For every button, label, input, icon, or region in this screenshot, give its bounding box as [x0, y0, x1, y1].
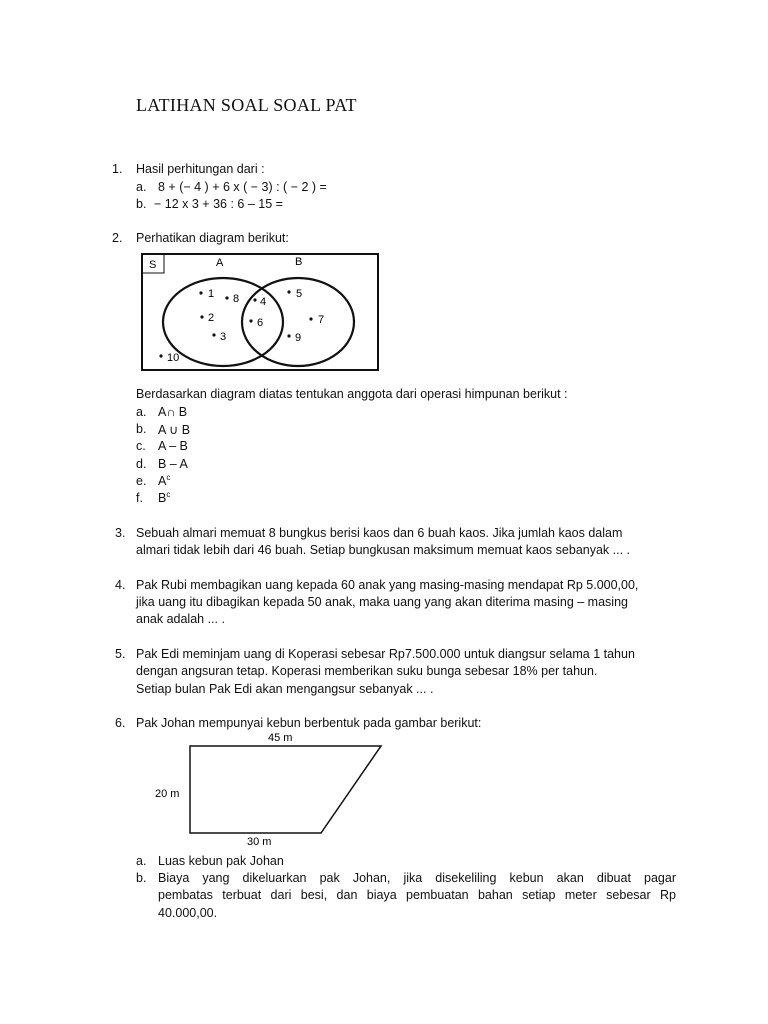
question-line: Setiap bulan Pak Edi akan mengangsur sebanyak ... .: [136, 682, 434, 696]
item-label: a.: [136, 180, 147, 194]
element-label: 3: [220, 331, 227, 343]
element-label: 8: [233, 293, 240, 305]
element-dot: [287, 290, 290, 293]
page-title: LATIHAN SOAL SOAL PAT: [136, 95, 357, 115]
element-dot: [249, 319, 252, 322]
question-text: Hasil perhitungan dari :: [136, 162, 265, 176]
set-symbol: B: [158, 491, 167, 505]
set-symbol: A: [158, 474, 167, 488]
item-text: Luas kebun pak Johan: [158, 854, 284, 868]
instruction-text: Berdasarkan diagram diatas tentukan anggota dari operasi himpunan berikut :: [136, 387, 568, 401]
item-text: [158, 474, 170, 488]
question-number: 5.: [115, 647, 126, 661]
element-dot: [225, 296, 228, 299]
element-label: 9: [295, 332, 302, 344]
venn-diagram: [140, 252, 382, 374]
item-label: e.: [136, 474, 147, 488]
complement-superscript: c: [166, 472, 171, 482]
bottom-side-label: 30 m: [247, 836, 272, 848]
question-line: jika uang itu dibagikan kepada 50 anak, maka uang yang akan diterima masing – masing: [136, 595, 628, 609]
question-line: Sebuah almari memuat 8 bungkus berisi kaos dan 6 buah kaos. Jika jumlah kaos dalam: [136, 526, 623, 540]
universe-label: S: [149, 259, 157, 271]
question-text: Pak Johan mempunyai kebun berbentuk pada gambar berikut:: [136, 716, 482, 730]
item-text: − 12 x 3 + 36 : 6 – 15 =: [154, 197, 283, 211]
question-text: Perhatikan diagram berikut:: [136, 231, 289, 245]
item-label: b.: [136, 197, 147, 211]
item-label: c.: [136, 439, 146, 453]
element-label: 5: [296, 288, 303, 300]
item-label: d.: [136, 457, 147, 471]
question-line: Pak Rubi membagikan uang kepada 60 anak yang masing-masing mendapat Rp 5.000,00,: [136, 578, 639, 592]
item-line: Biaya yang dikeluarkan pak Johan, jika disekeliling kebun akan dibuat pagar: [158, 871, 676, 885]
item-label: f.: [136, 491, 143, 505]
element-label: 10: [167, 352, 180, 364]
question-number: 4.: [115, 578, 126, 592]
item-label: b.: [136, 871, 147, 885]
element-label: 7: [318, 314, 325, 326]
garden-trapezoid-figure: [150, 729, 390, 851]
complement-superscript: c: [166, 489, 171, 499]
element-dot: [200, 315, 203, 318]
item-line: pembatas terbuat dari besi, dan biaya pembuatan bahan setiap meter sebesar Rp: [158, 888, 676, 902]
question-line: almari tidak lebih dari 46 buah. Setiap bungkusan maksimum memuat kaos sebanyak ... .: [136, 543, 631, 557]
left-side-label: 20 m: [155, 788, 180, 800]
question-number: 2.: [112, 231, 123, 245]
trapezoid-shape: [190, 746, 381, 833]
item-text: A∩ B: [158, 405, 188, 419]
question-number: 6.: [115, 716, 126, 730]
element-dot: [199, 291, 202, 294]
item-text: A ∪ B: [158, 423, 191, 437]
item-text: B – A: [158, 457, 188, 471]
set-b-label: B: [295, 256, 303, 268]
element-dot: [212, 333, 215, 336]
question-line: Pak Edi meminjam uang di Koperasi sebesar Rp7.500.000 untuk diangsur selama 1 tahun: [136, 647, 635, 661]
set-a-circle: [163, 278, 283, 366]
element-label: 6: [257, 317, 264, 329]
item-label: b.: [136, 422, 147, 436]
item-text: 8 + (− 4 ) + 6 x ( − 3) : ( − 2 ) =: [158, 180, 327, 194]
element-dot: [309, 317, 312, 320]
item-label: a.: [136, 405, 147, 419]
item-label: a.: [136, 854, 147, 868]
element-dot: [159, 354, 162, 357]
element-label: 1: [208, 288, 215, 300]
item-line: 40.000,00.: [158, 906, 218, 920]
question-line: dengan angsuran tetap. Koperasi memberikan suku bunga sebesar 18% per tahun.: [136, 664, 598, 678]
question-number: 3.: [115, 526, 126, 540]
element-label: 2: [208, 312, 215, 324]
element-label: 4: [260, 296, 267, 308]
question-number: 1.: [112, 162, 123, 176]
top-side-label: 45 m: [268, 732, 293, 744]
item-text: [158, 491, 170, 505]
element-dot: [287, 334, 290, 337]
question-line: anak adalah ... .: [136, 612, 225, 626]
element-dot: [253, 298, 256, 301]
set-a-label: A: [216, 257, 224, 269]
item-text: A – B: [158, 439, 188, 453]
